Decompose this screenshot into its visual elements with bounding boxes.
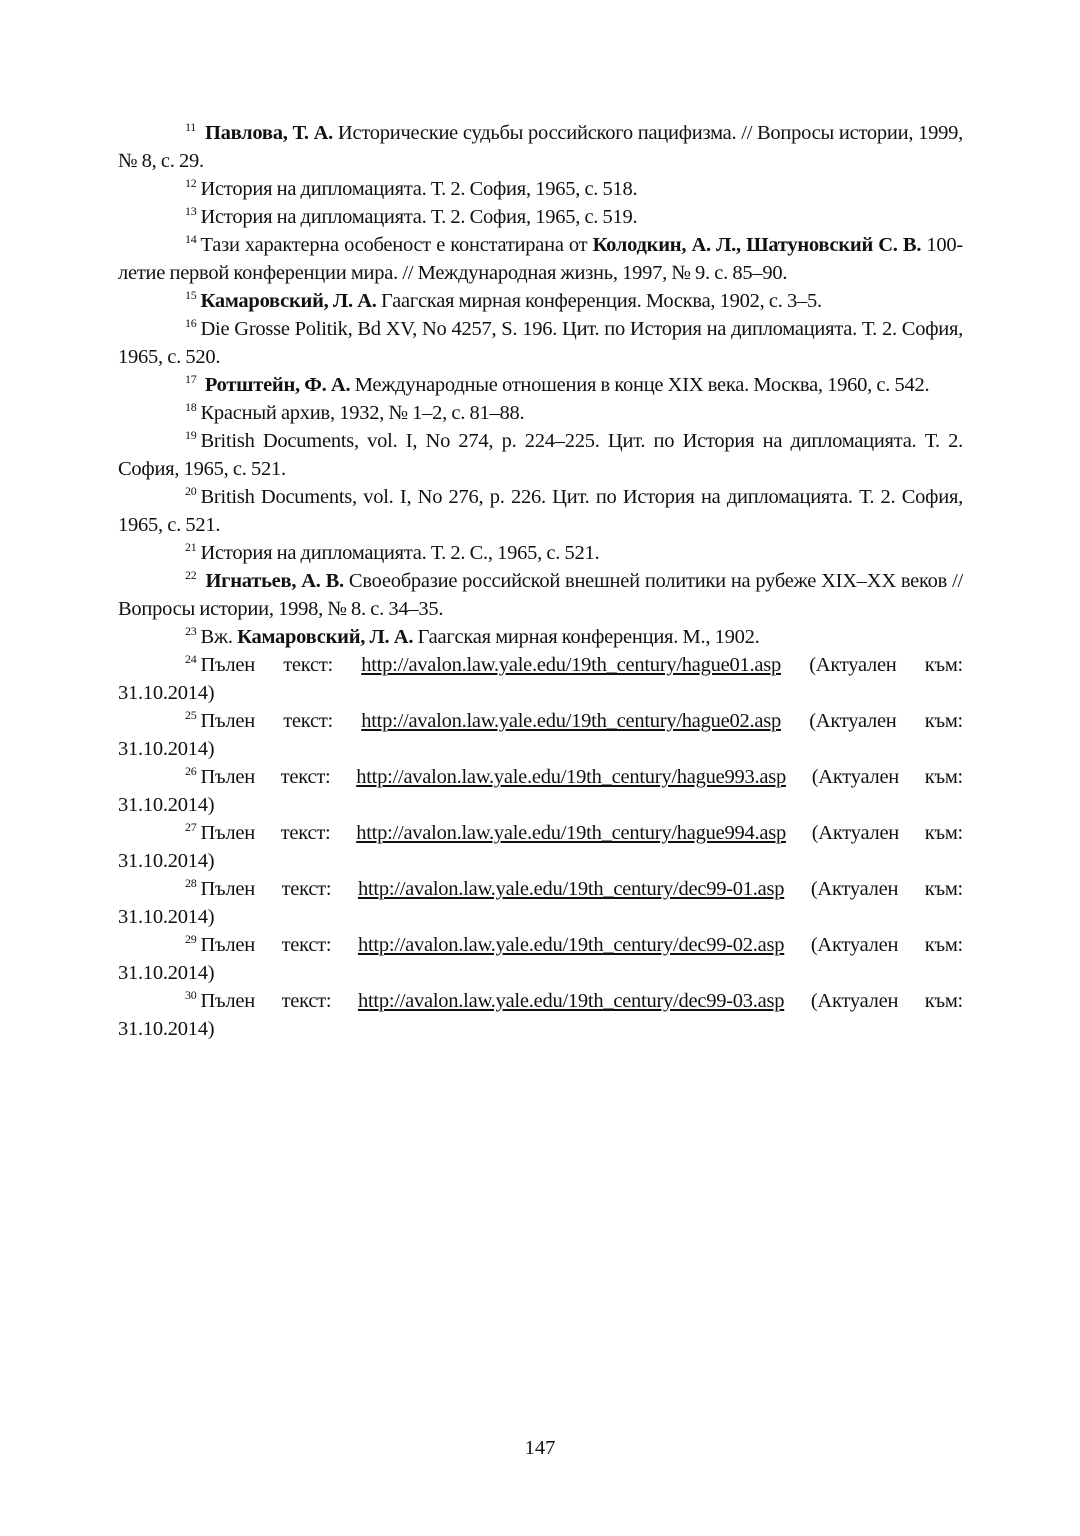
footnote-number: 18 xyxy=(185,400,197,414)
footnote-number: 24 xyxy=(185,652,197,666)
footnote-suffix: (Актуален към: 31.10.2014) xyxy=(118,822,964,872)
footnote-number: 14 xyxy=(185,232,197,246)
footnote-29 xyxy=(118,931,963,987)
footnote-27 xyxy=(118,819,963,875)
footnote-number: 20 xyxy=(185,484,197,498)
footnote-link[interactable]: http://avalon.law.yale.edu/19th_century/hague994.asp xyxy=(356,822,786,844)
footnote-13 xyxy=(118,203,963,231)
footnote-26 xyxy=(118,763,963,819)
footnote-author: Камаровский, Л. А. xyxy=(200,290,377,312)
footnote-prefix: Пълен текст: xyxy=(200,654,362,676)
footnote-prefix: Пълен текст: xyxy=(200,766,357,788)
footnote-author: Камаровский, Л. А. xyxy=(237,626,414,648)
footnote-21 xyxy=(118,539,963,567)
footnote-number: 21 xyxy=(185,540,197,554)
footnote-text: История на дипломацията. Т. 2. С., 1965, с. 521. xyxy=(200,542,600,564)
footnote-link[interactable]: http://avalon.law.yale.edu/19th_century/dec99-03.asp xyxy=(357,990,785,1012)
footnote-link[interactable]: http://avalon.law.yale.edu/19th_century/hague01.asp xyxy=(361,654,781,676)
footnote-author: Игнатьев, А. В. xyxy=(205,570,344,592)
footnote-prefix: Пълен текст: xyxy=(200,878,358,900)
footnote-14 xyxy=(118,231,963,287)
page-number: 147 xyxy=(524,1437,556,1459)
footnote-number: 29 xyxy=(185,932,197,946)
footnote-text: Исторические судьбы российского пацифизма. // Вопросы истории, 1999, № 8, с. 29. xyxy=(118,122,963,172)
footnote-number: 23 xyxy=(185,624,197,638)
footnote-link[interactable]: http://avalon.law.yale.edu/19th_century/hague02.asp xyxy=(361,710,781,732)
footnote-number: 30 xyxy=(185,988,197,1002)
footnote-author: Ротштейн, Ф. А. xyxy=(204,374,351,396)
footnote-text: Die Grosse Politik, Bd XV, No 4257, S. 196. Цит. по История на дипломацията. Т. 2. София, 1965, с. 520. xyxy=(118,318,963,368)
footnote-number: 27 xyxy=(185,820,197,834)
footnote-number: 11 xyxy=(185,120,197,134)
footnotes-list xyxy=(118,119,963,1043)
footnote-text: Своеобразие российской внешней политики на рубеже XIX–XX веков // Вопросы истории, 1998, № 8. с. 34–35. xyxy=(118,570,963,620)
footnote-text: Гаагская мирная конференция. Москва, 1902, с. 3–5. xyxy=(376,290,822,312)
footnote-number: 19 xyxy=(185,428,197,442)
footnote-19 xyxy=(118,427,963,483)
footnote-prefix: Пълен текст: xyxy=(200,822,357,844)
footnote-23 xyxy=(118,623,963,651)
footnote-30 xyxy=(118,987,963,1043)
footnote-number: 15 xyxy=(185,288,197,302)
footnote-suffix: (Актуален към: 31.10.2014) xyxy=(118,878,963,928)
footnote-suffix: (Актуален към: 31.10.2014) xyxy=(118,654,964,704)
footnote-28 xyxy=(118,875,963,931)
footnote-16 xyxy=(118,315,963,371)
footnote-number: 22 xyxy=(185,568,197,582)
footnote-number: 26 xyxy=(185,764,197,778)
footnote-number: 13 xyxy=(185,204,197,218)
footnote-text: История на дипломацията. Т. 2. София, 1965, с. 518. xyxy=(200,178,638,200)
footnote-author: Павлова, Т. А. xyxy=(204,122,334,144)
footnote-12 xyxy=(118,175,963,203)
footnote-15 xyxy=(118,287,963,315)
footnote-text: 100-летие первой конференции мира. // Международная жизнь, 1997, № 9. с. 85–90. xyxy=(118,234,963,284)
footnote-link[interactable]: http://avalon.law.yale.edu/19th_century/dec99-01.asp xyxy=(357,878,785,900)
footnote-20 xyxy=(118,483,963,539)
footnote-text: История на дипломацията. Т. 2. София, 1965, с. 519. xyxy=(200,206,638,228)
footnote-suffix: (Актуален към: 31.10.2014) xyxy=(118,934,963,984)
footnote-author: Колодкин, А. Л., Шатуновский С. В. xyxy=(592,234,922,256)
footnote-prefix: Пълен текст: xyxy=(200,710,362,732)
footnote-11 xyxy=(118,119,963,175)
footnote-text: Гаагская мирная конференция. М., 1902. xyxy=(413,626,760,648)
footnote-prefix: Пълен текст: xyxy=(200,934,358,956)
footnote-link[interactable]: http://avalon.law.yale.edu/19th_century/hague993.asp xyxy=(356,766,786,788)
footnote-suffix: (Актуален към: 31.10.2014) xyxy=(118,990,963,1040)
footnote-suffix: (Актуален към: 31.10.2014) xyxy=(118,710,964,760)
footnote-text: British Documents, vol. I, No 274, p. 224–225. Цит. по История на дипломацията. Т. 2. София, 1965, с. 521. xyxy=(118,430,963,480)
footnote-22 xyxy=(118,567,963,623)
footnote-pretext: Вж. xyxy=(200,626,238,648)
footnote-text: Красный архив, 1932, № 1–2, с. 81–88. xyxy=(200,402,525,424)
footnote-number: 17 xyxy=(185,372,197,386)
footnote-number: 16 xyxy=(185,316,197,330)
footnote-pretext: Тази характерна особеност е констатирана от xyxy=(200,234,593,256)
footnote-number: 28 xyxy=(185,876,197,890)
footnote-17 xyxy=(118,371,963,399)
footnote-text: British Documents, vol. I, No 276, p. 226. Цит. по История на дипломацията. Т. 2. София, 1965, с. 521. xyxy=(118,486,963,536)
footnote-suffix: (Актуален към: 31.10.2014) xyxy=(118,766,964,816)
footnote-25 xyxy=(118,707,963,763)
footnote-24 xyxy=(118,651,963,707)
footnote-number: 12 xyxy=(185,176,197,190)
footnote-18 xyxy=(118,399,963,427)
footnote-text: Международные отношения в конце XIX века. Москва, 1960, с. 542. xyxy=(350,374,930,396)
footnote-link[interactable]: http://avalon.law.yale.edu/19th_century/dec99-02.asp xyxy=(357,934,785,956)
footnote-number: 25 xyxy=(185,708,197,722)
footnote-prefix: Пълен текст: xyxy=(200,990,358,1012)
